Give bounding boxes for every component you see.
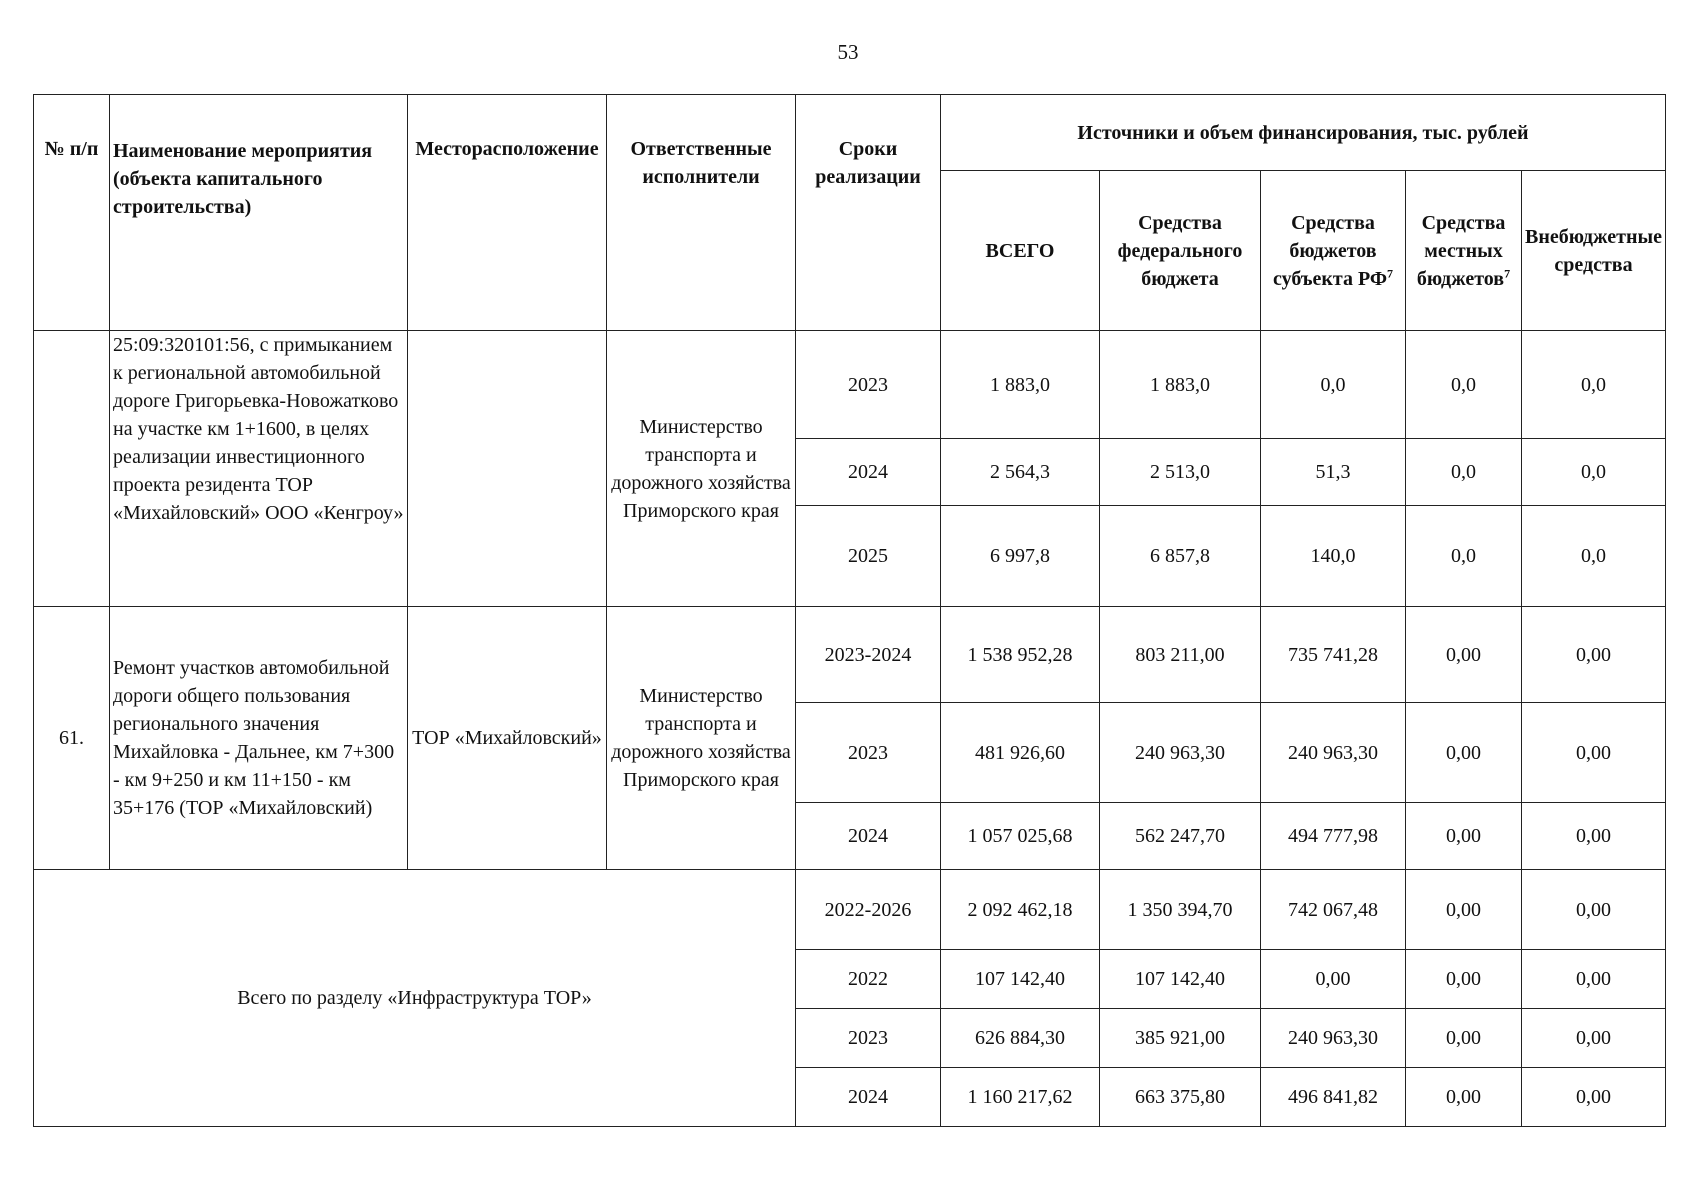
row60-total: 2 564,3 — [941, 439, 1100, 506]
summary-total: 107 142,40 — [941, 950, 1100, 1009]
summary-subject: 240 963,30 — [1261, 1009, 1406, 1068]
summary-federal: 385 921,00 — [1100, 1009, 1261, 1068]
row61-total: 1 057 025,68 — [941, 803, 1100, 870]
row61-federal: 240 963,30 — [1100, 703, 1261, 803]
row61-extra: 0,00 — [1522, 703, 1666, 803]
row61-total: 481 926,60 — [941, 703, 1100, 803]
row61-year: 2024 — [796, 803, 941, 870]
summary-local: 0,00 — [1406, 950, 1522, 1009]
summary-federal: 107 142,40 — [1100, 950, 1261, 1009]
row60-local: 0,0 — [1406, 331, 1522, 439]
row61-responsible: Министерство транспорта и дорожного хозяйства Приморского края — [607, 607, 796, 870]
row60-extra: 0,0 — [1522, 506, 1666, 607]
summary-federal: 663 375,80 — [1100, 1068, 1261, 1127]
summary-extra: 0,00 — [1522, 1068, 1666, 1127]
row61-subject: 735 741,28 — [1261, 607, 1406, 703]
summary-subject: 742 067,48 — [1261, 870, 1406, 950]
summary-total: 626 884,30 — [941, 1009, 1100, 1068]
row60-local: 0,0 — [1406, 506, 1522, 607]
row61-location: ТОР «Михайловский» — [408, 607, 607, 870]
summary-subject: 496 841,82 — [1261, 1068, 1406, 1127]
summary-subject: 0,00 — [1261, 950, 1406, 1009]
col-header-location: Месторасположение — [408, 95, 607, 331]
col-header-terms: Сроки реализации — [796, 95, 941, 331]
col-header-total: ВСЕГО — [941, 171, 1100, 331]
row61-year: 2023 — [796, 703, 941, 803]
row60-year: 2024 — [796, 439, 941, 506]
row60-name: 25:09:320101:56, с примыканием к региональной автомобильной дороге Григорьевка-Новожатково на участке км 1+1600, в целях реализации инвестиционного проекта резидента ТОР «Михайловский» ООО «Кенгроу» — [110, 331, 408, 607]
summary-total: 1 160 217,62 — [941, 1068, 1100, 1127]
summary-extra: 0,00 — [1522, 1009, 1666, 1068]
row60-num — [34, 331, 110, 607]
row61-name: Ремонт участков автомобильной дороги общего пользования регионального значения Михайловка - Дальнее, км 7+300 - км 9+250 и км 11+150 - км 35+176 (ТОР «Михайловский) — [110, 607, 408, 870]
row60-local: 0,0 — [1406, 439, 1522, 506]
row60-federal: 2 513,0 — [1100, 439, 1261, 506]
table-row — [34, 870, 1666, 950]
row61-num: 61. — [34, 607, 110, 870]
summary-year: 2024 — [796, 1068, 941, 1127]
row60-subject: 140,0 — [1261, 506, 1406, 607]
summary-total: 2 092 462,18 — [941, 870, 1100, 950]
row61-year: 2023-2024 — [796, 607, 941, 703]
row60-year: 2023 — [796, 331, 941, 439]
row60-extra: 0,0 — [1522, 331, 1666, 439]
row61-local: 0,00 — [1406, 607, 1522, 703]
table-row — [34, 607, 1666, 703]
summary-local: 0,00 — [1406, 870, 1522, 950]
row60-location — [408, 331, 607, 607]
row60-year: 2025 — [796, 506, 941, 607]
summary-federal: 1 350 394,70 — [1100, 870, 1261, 950]
row60-total: 1 883,0 — [941, 331, 1100, 439]
summary-extra: 0,00 — [1522, 870, 1666, 950]
summary-extra: 0,00 — [1522, 950, 1666, 1009]
row60-federal: 6 857,8 — [1100, 506, 1261, 607]
col-header-responsible: Ответственные исполнители — [607, 95, 796, 331]
col-header-num: № п/п — [34, 95, 110, 331]
col-header-sources: Источники и объем финансирования, тыс. рублей — [941, 95, 1666, 171]
page-number: 53 — [837, 40, 859, 64]
row61-federal: 803 211,00 — [1100, 607, 1261, 703]
summary-label: Всего по разделу «Инфраструктура ТОР» — [34, 870, 796, 1127]
row60-subject: 0,0 — [1261, 331, 1406, 439]
row60-total: 6 997,8 — [941, 506, 1100, 607]
col-header-local: Средства местных бюджетов$^7$ — [1406, 171, 1522, 331]
header-row-1 — [34, 95, 1666, 171]
summary-year: 2023 — [796, 1009, 941, 1068]
financing-table — [33, 94, 1666, 1127]
summary-local: 0,00 — [1406, 1068, 1522, 1127]
row61-federal: 562 247,70 — [1100, 803, 1261, 870]
row60-federal: 1 883,0 — [1100, 331, 1261, 439]
table-row — [34, 331, 1666, 439]
col-header-extra: Внебюджетные средства — [1522, 171, 1666, 331]
col-header-federal: Средства федерального бюджета — [1100, 171, 1261, 331]
summary-year: 2022-2026 — [796, 870, 941, 950]
row61-local: 0,00 — [1406, 803, 1522, 870]
row61-total: 1 538 952,28 — [941, 607, 1100, 703]
row61-subject: 240 963,30 — [1261, 703, 1406, 803]
summary-local: 0,00 — [1406, 1009, 1522, 1068]
col-header-name: Наименование мероприятия (объекта капитального строительства) — [110, 95, 408, 331]
row61-local: 0,00 — [1406, 703, 1522, 803]
row60-responsible: Министерство транспорта и дорожного хозяйства Приморского края — [607, 331, 796, 607]
row61-extra: 0,00 — [1522, 607, 1666, 703]
summary-year: 2022 — [796, 950, 941, 1009]
row60-subject: 51,3 — [1261, 439, 1406, 506]
row61-subject: 494 777,98 — [1261, 803, 1406, 870]
col-header-subject: Средства бюджетов субъекта $РФ^7$ — [1261, 171, 1406, 331]
row61-extra: 0,00 — [1522, 803, 1666, 870]
row60-extra: 0,0 — [1522, 439, 1666, 506]
